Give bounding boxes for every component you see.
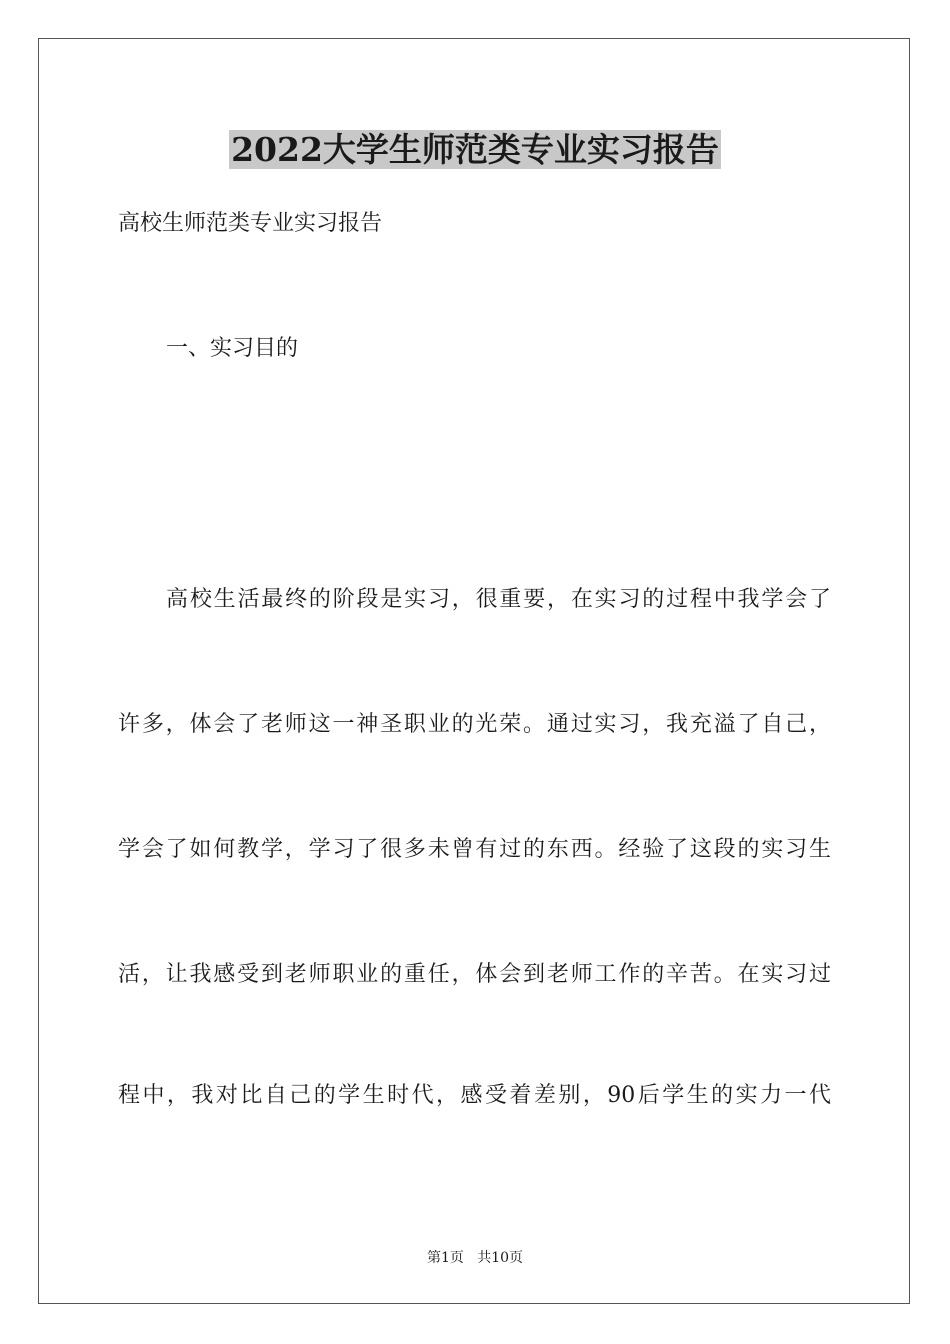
document-title [0, 128, 950, 172]
document-title-text: 2022大学生师范类专业实习报告 [231, 130, 719, 169]
paragraph-line: 学会了如何教学，学习了很多未曾有过的东西。经验了这段的实习生 [118, 837, 831, 862]
paragraph-line: 活，让我感受到老师职业的重任，体会到老师工作的辛苦。在实习过 [118, 962, 831, 987]
document-subtitle: 高校生师范类专业实习报告 [118, 211, 383, 236]
page-footer: 第1页 共10页 [426, 1250, 524, 1266]
paragraph-line: 许多，体会了老师这一神圣职业的光荣。通过实习，我充溢了自己， [118, 712, 831, 737]
paragraph-line: 高校生活最终的阶段是实习，很重要，在实习的过程中我学会了 [166, 587, 831, 612]
section-heading: 一、实习目的 [166, 336, 299, 361]
paragraph-line: 程中，我对比自己的学生时代，感受着差别，90后学生的实力一代 [118, 1083, 831, 1108]
